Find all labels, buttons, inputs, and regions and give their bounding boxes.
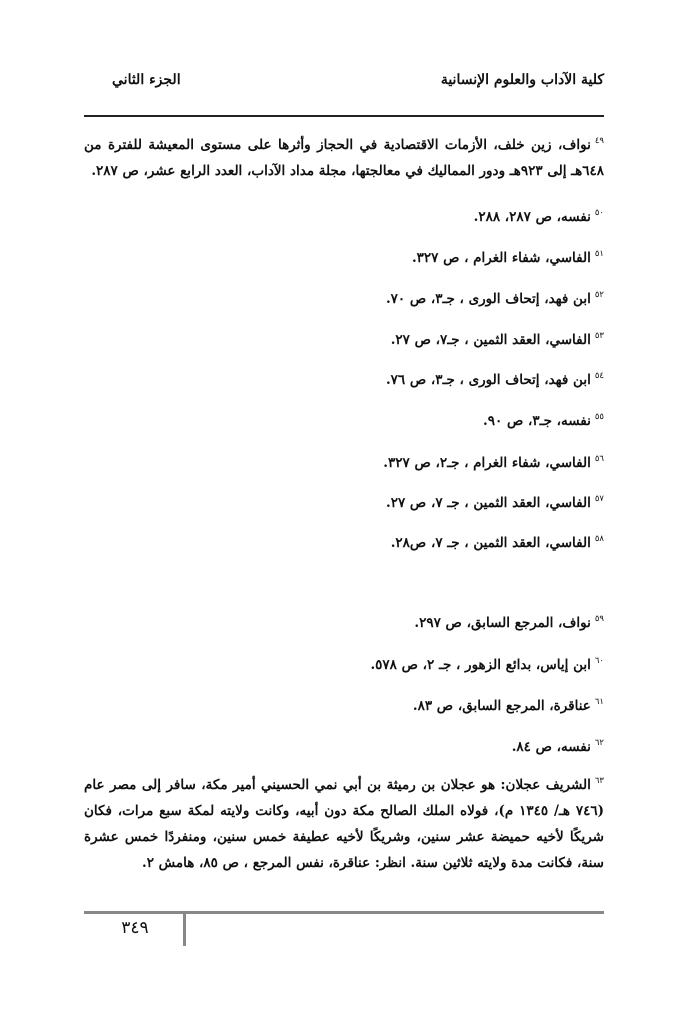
footnote-text: نفسه، ص ٢٨٧، ٢٨٨. bbox=[473, 209, 591, 225]
footnote-number: ٥٣ bbox=[594, 331, 604, 341]
footnote-number: ٤٩ bbox=[594, 136, 604, 146]
footnote-52 bbox=[84, 282, 604, 312]
footnote-text: الفاسي، شفاء الغرام ، ص ٣٢٧. bbox=[411, 250, 591, 266]
footnote-59 bbox=[84, 606, 604, 636]
footer-separator bbox=[183, 912, 186, 946]
footnote-number: ٦١ bbox=[594, 697, 604, 707]
footnote-text: نواف، المرجع السابق، ص ٢٩٧. bbox=[414, 615, 591, 631]
footnote-53 bbox=[84, 323, 604, 353]
footnote-51 bbox=[84, 241, 604, 271]
footnote-number: ٥٥ bbox=[594, 412, 604, 422]
footnote-60 bbox=[84, 648, 604, 678]
footnote-number: ٥٨ bbox=[594, 534, 604, 544]
footnote-number: ٦٠ bbox=[594, 656, 604, 666]
footnote-63 bbox=[84, 768, 604, 876]
footnote-number: ٥٦ bbox=[594, 454, 604, 464]
footnote-text: الفاسي، العقد الثمين ، جـ ٧، ص ٢٧. bbox=[386, 495, 591, 511]
header-journal-title: كلية الآداب والعلوم الإنسانية bbox=[440, 72, 604, 88]
footnote-62 bbox=[84, 730, 604, 760]
footnote-57 bbox=[84, 486, 604, 516]
footnote-56 bbox=[84, 446, 604, 476]
footnote-number: ٥٩ bbox=[594, 614, 604, 624]
footnote-text: عناقرة، المرجع السابق، ص ٨٣. bbox=[412, 698, 591, 714]
footnote-58 bbox=[84, 526, 604, 556]
page-number: ٣٤٩ bbox=[121, 918, 149, 938]
footnote-text: ابن فهد، إتحاف الورى ، جـ٣، ص ٧٠. bbox=[385, 291, 591, 307]
footnote-text: نفسه، جـ٣، ص ٩٠. bbox=[483, 413, 591, 429]
footnote-text: الفاسي، العقد الثمين ، جـ٧، ص ٢٧. bbox=[390, 332, 591, 348]
footnote-61 bbox=[84, 689, 604, 719]
footnote-text: نواف، زين خلف، الأزمات الاقتصادية في الحجاز وأثرها على مستوى المعيشة للفترة من ٦٤٨هـ إلى ٩٢٣هـ ودور المماليك في معالجتها، مجلة مداد الآداب، العدد الرابع عشر، ص ٢٨٧. bbox=[84, 137, 604, 179]
footnote-number: ٥١ bbox=[594, 249, 604, 259]
footnote-54 bbox=[84, 363, 604, 393]
footnote-text: الفاسي، العقد الثمين ، جـ ٧، ص٢٨. bbox=[390, 535, 591, 551]
footnote-number: ٥٢ bbox=[594, 290, 604, 300]
footnote-number: ٦٢ bbox=[594, 738, 604, 748]
header-part-label: الجزء الثاني bbox=[112, 72, 181, 88]
footnote-text: ابن إياس، بدائع الزهور ، جـ ٢، ص ٥٧٨. bbox=[370, 657, 591, 673]
footnote-55 bbox=[84, 404, 604, 434]
footnote-49 bbox=[84, 128, 604, 184]
footnote-number: ٥٧ bbox=[594, 494, 604, 504]
footer-rule bbox=[84, 911, 604, 914]
footnote-number: ٦٣ bbox=[594, 776, 604, 786]
footnote-number: ٥٠ bbox=[594, 208, 604, 218]
footnote-text: ابن فهد، إتحاف الورى ، جـ٣، ص ٧٦. bbox=[385, 372, 591, 388]
header-rule bbox=[84, 115, 604, 117]
footnote-number: ٥٤ bbox=[594, 371, 604, 381]
footnote-text: الشريف عجلان: هو عجلان بن رميثة بن أبي نمي الحسيني أمير مكة، سافر إلى مصر عام (٧٤٦ هـ/ ١٣٤٥ م)، فولاه الملك الصالح مكة دون أبيه، وكانت ولايته لمكة سبع مرات، فكان شريكًا لأخيه حميضة عشر سنين، وشريكًا لأخيه عطيفة خمس سنين، ومنفردًا خمس عشرة سنة، فكانت مدة ولايته ثلاثين سنة. انظر: عناقرة، نفس المرجع ، ص ٨٥، هامش ٢. bbox=[84, 777, 604, 871]
footnote-50 bbox=[84, 200, 604, 230]
footnote-text: نفسه، ص ٨٤. bbox=[511, 739, 591, 755]
footnote-text: الفاسي، شفاء الغرام ، جـ٢، ص ٣٢٧. bbox=[383, 455, 591, 471]
